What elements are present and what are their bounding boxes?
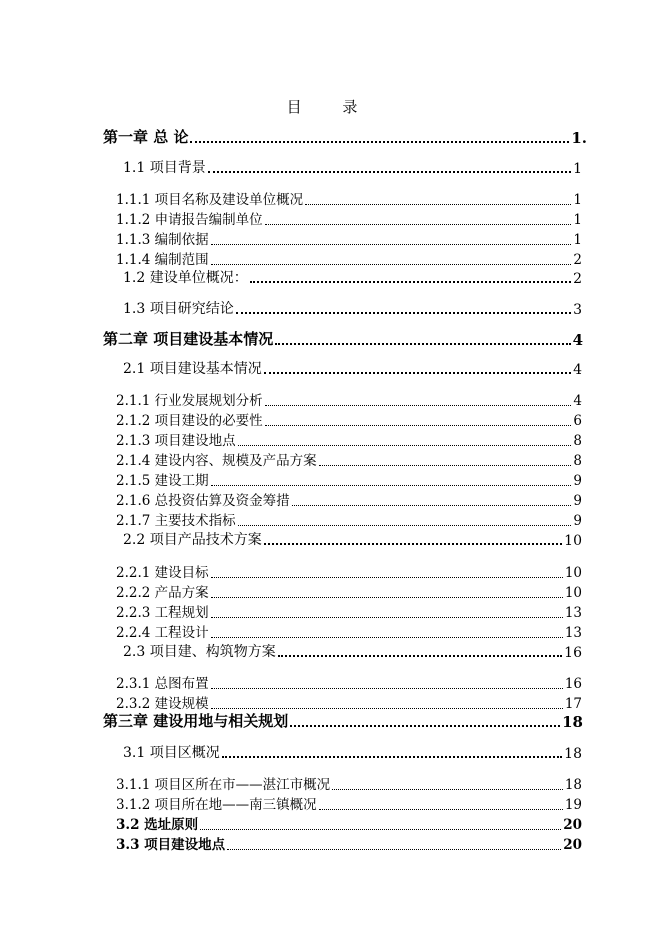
- toc-entry-label: 3.1.1 项目区所在市——湛江市概况: [116, 777, 331, 793]
- toc-entry-label: 1.1.2 申请报告编制单位: [116, 212, 263, 228]
- toc-entry-label: 2.1.4 建设内容、规模及产品方案: [116, 453, 317, 469]
- toc-entry-page: 18: [564, 746, 582, 762]
- dot-leader: [332, 789, 563, 790]
- toc-entry-page: 9: [573, 473, 582, 489]
- toc-entry-page: 13: [564, 625, 582, 641]
- toc-entry[interactable]: [116, 230, 582, 248]
- dot-leader: [200, 829, 561, 830]
- toc-entry[interactable]: [123, 642, 582, 661]
- dot-leader: [211, 264, 572, 265]
- dot-leader: [319, 809, 563, 810]
- toc-title: 目 录: [286, 98, 376, 116]
- toc-entry-page: 8: [573, 433, 582, 449]
- toc-entry-label: 第三章 建设用地与相关规划: [103, 712, 289, 730]
- toc-entry[interactable]: [103, 711, 583, 731]
- dot-leader: [250, 281, 571, 283]
- toc-entry[interactable]: [116, 583, 582, 601]
- toc-entry[interactable]: [116, 190, 582, 208]
- toc-entry[interactable]: [116, 451, 582, 469]
- toc-entry[interactable]: [116, 250, 582, 268]
- toc-entry-label: 2.3.2 建设规模: [116, 696, 209, 712]
- toc-entry[interactable]: [116, 511, 582, 529]
- toc-entry-label: 3.3 项目建设地点: [116, 837, 226, 853]
- toc-entry-page: 9: [573, 513, 582, 529]
- dot-leader: [278, 655, 562, 657]
- dot-leader: [264, 372, 571, 374]
- dot-leader: [211, 577, 563, 578]
- toc-entry-page: 8: [573, 453, 582, 469]
- toc-entry-page: 3: [573, 302, 582, 318]
- toc-entry-page: 2: [573, 271, 582, 287]
- toc-entry-page: 9: [573, 493, 582, 509]
- dot-leader: [211, 597, 563, 598]
- toc-entry[interactable]: [116, 491, 582, 509]
- dot-leader: [211, 617, 563, 618]
- toc-entry-label: 2.1.3 项目建设地点: [116, 433, 236, 449]
- toc-entry[interactable]: [103, 329, 583, 349]
- toc-entry-page: 16: [564, 676, 582, 692]
- toc-entry-page: 20: [563, 837, 582, 853]
- toc-entry-label: 3.1.2 项目所在地——南三镇概况: [116, 797, 317, 813]
- toc-entry[interactable]: [116, 815, 582, 833]
- toc-entry-page: 18: [562, 713, 583, 731]
- toc-entry[interactable]: [123, 158, 582, 177]
- dot-leader: [265, 224, 572, 225]
- dot-leader: [305, 204, 571, 205]
- toc-entry[interactable]: [116, 603, 582, 621]
- toc-entry-page: 1: [573, 161, 582, 177]
- toc-entry-label: 2.3.1 总图布置: [116, 676, 209, 692]
- toc-entry-label: 2.1.6 总投资估算及资金筹措: [116, 493, 290, 509]
- toc-entry-label: 2.2.3 工程规划: [116, 605, 209, 621]
- toc-entry-label: 2.3 项目建、构筑物方案: [123, 644, 276, 660]
- toc-entry-page: 20: [563, 817, 582, 833]
- toc-entry-label: 2.1.1 行业发展规划分析: [116, 393, 263, 409]
- dot-leader: [265, 405, 572, 406]
- toc-entry-label: 1.1.1 项目名称及建设单位概况: [116, 192, 304, 208]
- toc-entry[interactable]: [116, 563, 582, 581]
- dot-leader: [238, 525, 572, 526]
- toc-entry-page: 1: [573, 232, 582, 248]
- toc-entry-label: 1.3 项目研究结论: [123, 301, 234, 317]
- toc-entry[interactable]: [103, 127, 587, 147]
- toc-entry-page: 13: [564, 605, 582, 621]
- toc-entry-page: 4: [572, 331, 583, 349]
- dot-leader: [211, 244, 572, 245]
- toc-entry-page: 1: [573, 192, 582, 208]
- toc-entry[interactable]: [116, 835, 582, 853]
- toc-entry-label: 2.1.2 项目建设的必要性: [116, 413, 263, 429]
- toc-entry-label: 1.2 建设单位概况：: [123, 270, 248, 286]
- toc-entry-page: 2: [573, 252, 582, 268]
- toc-entry[interactable]: [123, 743, 582, 762]
- toc-entry[interactable]: [123, 359, 582, 378]
- toc-entry[interactable]: [123, 268, 582, 287]
- dot-leader: [319, 465, 572, 466]
- toc-entry-label: 第二章 项目建设基本情况: [103, 330, 274, 348]
- dot-leader: [211, 688, 563, 689]
- toc-entry-page: 10: [564, 565, 582, 581]
- toc-entry-page: 4: [573, 362, 582, 378]
- toc-entry-page: 10: [564, 533, 582, 549]
- toc-entry-page: 4: [573, 393, 582, 409]
- toc-entry[interactable]: [116, 674, 582, 692]
- toc-entry[interactable]: [116, 471, 582, 489]
- toc-entry-label: 2.2.1 建设目标: [116, 565, 209, 581]
- dot-leader: [211, 637, 563, 638]
- toc-entry-page: 1.: [571, 129, 587, 147]
- toc-entry-label: 1.1.4 编制范围: [116, 252, 209, 268]
- dot-leader: [190, 141, 569, 143]
- toc-entry-label: 3.2 选址原则: [116, 817, 199, 833]
- toc-entry-page: 17: [564, 696, 582, 712]
- toc-entry[interactable]: [116, 431, 582, 449]
- toc-entry[interactable]: [123, 530, 582, 549]
- toc-entry-label: 2.1.5 建设工期: [116, 473, 209, 489]
- toc-entry[interactable]: [116, 795, 582, 813]
- toc-entry-label: 2.2.4 工程设计: [116, 625, 209, 641]
- dot-leader: [211, 708, 563, 709]
- toc-entry-label: 1.1.3 编制依据: [116, 232, 209, 248]
- toc-entry-label: 2.1 项目建设基本情况: [123, 361, 262, 377]
- toc-entry-label: 3.1 项目区概况: [123, 745, 220, 761]
- toc-entry-label: 2.2.2 产品方案: [116, 585, 209, 601]
- dot-leader: [275, 343, 570, 345]
- dot-leader: [236, 312, 571, 314]
- dot-leader: [290, 725, 560, 727]
- dot-leader: [264, 543, 562, 545]
- dot-leader: [292, 505, 572, 506]
- dot-leader: [211, 485, 572, 486]
- toc-entry[interactable]: [116, 411, 582, 429]
- toc-entry-label: 2.2 项目产品技术方案: [123, 532, 262, 548]
- toc-entry-page: 10: [564, 585, 582, 601]
- dot-leader: [265, 425, 572, 426]
- toc-entry-label: 1.1 项目背景: [123, 160, 206, 176]
- toc-entry-page: 18: [564, 777, 582, 793]
- dot-leader: [227, 849, 561, 850]
- toc-entry-label: 2.1.7 主要技术指标: [116, 513, 236, 529]
- toc-entry-page: 6: [573, 413, 582, 429]
- toc-entry[interactable]: [116, 210, 582, 228]
- toc-entry[interactable]: [116, 391, 582, 409]
- dot-leader: [222, 756, 562, 758]
- toc-entry-page: 1: [573, 212, 582, 228]
- toc-entry-page: 16: [564, 645, 582, 661]
- toc-entry-label: 第一章 总 论: [103, 128, 189, 146]
- toc-entry-page: 19: [564, 797, 582, 813]
- dot-leader: [208, 171, 571, 173]
- toc-entry[interactable]: [116, 775, 582, 793]
- toc-entry[interactable]: [123, 299, 582, 318]
- dot-leader: [238, 445, 572, 446]
- toc-entry[interactable]: [116, 623, 582, 641]
